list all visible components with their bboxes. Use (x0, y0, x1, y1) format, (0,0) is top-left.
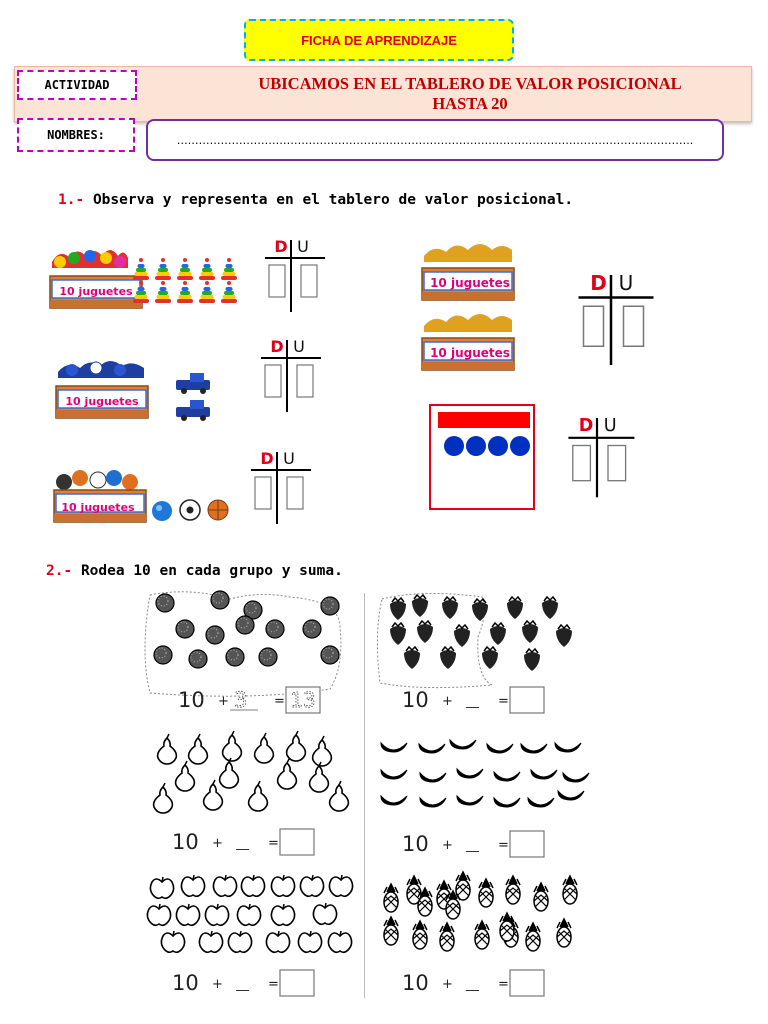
ring-toy-icon (177, 281, 193, 303)
pineapple-icon (479, 879, 493, 907)
section1-number: 1.- (58, 192, 85, 208)
unidades-answer-box[interactable] (287, 477, 303, 509)
place-value-table (261, 337, 321, 412)
section2-instruction (46, 563, 343, 579)
pear-icon (313, 736, 332, 766)
orange-icon (156, 594, 174, 612)
ten-number: 10 (178, 688, 205, 712)
toy-box-label: 10 juguetes (430, 276, 510, 290)
ring-toy-icon (155, 258, 171, 280)
decenas-label: D (590, 271, 607, 295)
pineapple-icon (557, 919, 571, 947)
apple-icon (176, 904, 199, 925)
equals-sign: = (268, 977, 279, 992)
banana-icon (381, 743, 407, 752)
banana-icon (494, 772, 520, 781)
addend-blank[interactable]: __ (236, 836, 249, 851)
pear-icon (189, 734, 208, 764)
worksheet-title: FICHA DE APRENDIZAJE (244, 19, 514, 61)
addend-blank[interactable]: __ (466, 977, 479, 992)
orange-icon (259, 648, 277, 666)
pear-icon (154, 783, 173, 813)
banana-icon (487, 744, 513, 753)
names-label: NOMBRES: (17, 118, 135, 152)
addition-equation (402, 831, 544, 857)
orange-icon (154, 646, 172, 664)
ring-toy-icon (177, 258, 193, 280)
plus-sign: + (442, 838, 453, 853)
unidades-answer-box[interactable] (297, 365, 313, 397)
strawberry-icon (490, 623, 506, 645)
ten-bar (438, 412, 530, 428)
apple-icon (271, 875, 294, 896)
strawberry-icon (412, 595, 428, 617)
orange-icon (321, 646, 339, 664)
unidades-label: U (603, 416, 617, 437)
result-box[interactable] (510, 831, 544, 857)
place-value-table (579, 271, 654, 365)
orange-icon (189, 650, 207, 668)
decenas-label: D (578, 416, 594, 437)
pineapple-icon (475, 921, 489, 949)
unidades-label: U (293, 337, 305, 356)
ten-number: 10 (402, 971, 429, 995)
pear-icon (278, 759, 297, 789)
ring-toy-icon (199, 281, 215, 303)
ball-toys-units (152, 500, 228, 521)
pear-icon (255, 733, 274, 763)
orange-icon (303, 620, 321, 638)
plus-sign: + (212, 836, 223, 851)
banana-icon (555, 743, 581, 752)
decenas-answer-box[interactable] (584, 306, 604, 346)
toy-box-food-1 (422, 244, 514, 300)
pineapple-icon (418, 888, 432, 916)
unit-dot (488, 436, 508, 456)
ten-bar-frame (430, 405, 534, 509)
strawberry-icon (390, 598, 406, 620)
equals-sign: = (498, 838, 509, 853)
pear-icon (204, 780, 223, 810)
unidades-answer-box[interactable] (624, 306, 644, 346)
banana-icon (450, 740, 476, 749)
result-box[interactable] (280, 829, 314, 855)
strawberry-icon (524, 649, 540, 671)
banana-icon (381, 770, 407, 779)
apple-icon (205, 904, 228, 925)
banana-icon (531, 770, 557, 779)
pineapple-icon (500, 913, 514, 941)
pear-icon (249, 781, 268, 811)
pear-icon (176, 761, 195, 791)
strawberry-icon (417, 621, 433, 643)
banana-icon (419, 744, 445, 753)
addend-blank[interactable]: __ (466, 694, 479, 709)
orange-icon (226, 648, 244, 666)
car-toys-units (176, 373, 210, 421)
apple-icon (313, 903, 336, 924)
apple-icon (298, 931, 321, 952)
banana-icon (558, 791, 584, 800)
pineapple-icon (534, 883, 548, 911)
pineapple-icon (413, 921, 427, 949)
pear-icon (158, 734, 177, 764)
ring-toy-icon (221, 281, 237, 303)
pineapple-icon (446, 891, 460, 919)
banana-icon (420, 773, 446, 782)
circled-ten-orange (145, 592, 341, 696)
apple-icon (241, 875, 264, 896)
decenas-answer-box[interactable] (573, 446, 591, 481)
strawberry-icon (472, 599, 488, 621)
names-field[interactable]: ….……………………………………………………………………………………………………………………….. (146, 119, 724, 161)
decenas-answer-box[interactable] (255, 477, 271, 509)
section1-text: Observa y representa en el tablero de valor posicional. (92, 192, 574, 208)
apple-icon (150, 877, 173, 898)
strawberry-icon (522, 621, 538, 643)
banana-icon (528, 798, 554, 807)
pineapple-icon (526, 923, 540, 951)
equals-sign: = (268, 836, 279, 851)
pineapple-icon (506, 876, 520, 904)
section2-number: 2.- (46, 563, 73, 579)
unit-dot (444, 436, 464, 456)
addition-equation (402, 970, 544, 996)
ring-toys-units (133, 258, 237, 303)
activity-label: ACTIVIDAD (17, 70, 137, 100)
unit-dot (510, 436, 530, 456)
banana-icon (457, 796, 483, 805)
pear-icon (330, 781, 349, 811)
ring-toy-icon (221, 258, 237, 280)
unit-dot (466, 436, 486, 456)
addend-blank[interactable]: __ (236, 977, 249, 992)
banana-icon (381, 796, 407, 805)
apple-icon (161, 931, 184, 952)
toy-box-balls (54, 470, 146, 522)
strawberry-icon (440, 647, 456, 669)
apple-icon (228, 931, 251, 952)
ten-number: 10 (402, 688, 429, 712)
pear-icon (223, 731, 242, 761)
strawberry-icon (442, 597, 458, 619)
unidades-label: U (618, 271, 634, 295)
place-value-table (568, 416, 634, 497)
decenas-answer-box[interactable] (269, 265, 285, 297)
pineapple-icon (440, 923, 454, 951)
result-box[interactable] (510, 970, 544, 996)
place-value-table (251, 449, 311, 524)
banana-icon (457, 769, 483, 778)
equals-sign: = (498, 977, 509, 992)
strawberry-icon (556, 625, 572, 647)
unidades-label: U (283, 449, 295, 468)
strawberry-icon (542, 597, 558, 619)
ten-number: 10 (172, 971, 199, 995)
toy-box-label: 10 juguetes (61, 501, 135, 514)
strawberry-icon (404, 647, 420, 669)
plus-sign: + (442, 694, 453, 709)
pear-icon (287, 731, 306, 761)
addition-equation (178, 687, 320, 713)
unidades-label: U (297, 237, 309, 256)
ring-toy-icon (155, 281, 171, 303)
pear-icon (310, 762, 329, 792)
strawberry-icon (390, 623, 406, 645)
apple-icon (329, 875, 352, 896)
orange-icon (266, 620, 284, 638)
addend-blank[interactable]: __ (466, 838, 479, 853)
banana-icon (563, 773, 589, 782)
pear-icon (220, 758, 239, 788)
toy-box-label: 10 juguetes (59, 285, 133, 298)
unidades-answer-box[interactable] (301, 265, 317, 297)
orange-icon (321, 597, 339, 615)
section2-text: Rodea 10 en cada grupo y suma. (80, 563, 343, 579)
apple-icon (199, 931, 222, 952)
apple-icon (147, 904, 170, 925)
result-box[interactable] (280, 970, 314, 996)
decenas-label: D (260, 449, 274, 468)
apple-icon (181, 875, 204, 896)
toy-box-rings (50, 250, 142, 308)
banana-icon (420, 798, 446, 807)
strawberry-icon (482, 647, 498, 669)
plus-sign: + (218, 694, 229, 709)
decenas-label: D (274, 237, 288, 256)
orange-icon (236, 616, 254, 634)
orange-icon (206, 626, 224, 644)
apple-icon (300, 875, 323, 896)
section2-exercises (0, 585, 768, 1024)
pineapple-icon (384, 884, 398, 912)
ring-toy-icon (133, 258, 149, 280)
apple-icon (237, 904, 260, 925)
decenas-answer-box[interactable] (265, 365, 281, 397)
toy-box-cars (56, 361, 148, 418)
plus-sign: + (212, 977, 223, 992)
plus-sign: + (442, 977, 453, 992)
apple-icon (328, 931, 351, 952)
activity-title-line2: HASTA 20 (432, 94, 508, 113)
decenas-label: D (270, 337, 284, 356)
banana-icon (494, 798, 520, 807)
activity-title-line1: UBICAMOS EN EL TABLERO DE VALOR POSICIONAL (258, 74, 682, 93)
toy-box-label: 10 juguetes (65, 395, 139, 408)
orange-icon (176, 620, 194, 638)
equals-sign: = (274, 694, 285, 709)
unidades-answer-box[interactable] (608, 446, 626, 481)
pineapple-icon (563, 876, 577, 904)
orange-icon (211, 591, 229, 609)
place-value-table (265, 237, 325, 312)
ten-number: 10 (172, 830, 199, 854)
apple-icon (266, 931, 289, 952)
result-box[interactable] (510, 687, 544, 713)
addition-equation (172, 829, 314, 855)
apple-icon (271, 904, 294, 925)
toy-box-food-2 (422, 314, 514, 370)
ring-toy-icon (199, 258, 215, 280)
toy-box-label: 10 juguetes (430, 346, 510, 360)
pineapple-icon (384, 917, 398, 945)
strawberry-icon (454, 625, 470, 647)
example-result: 13 (290, 688, 316, 712)
addition-equation (402, 687, 544, 713)
ten-number: 10 (402, 832, 429, 856)
equals-sign: = (498, 694, 509, 709)
example-addend: 3 (234, 688, 248, 712)
strawberry-icon (507, 597, 523, 619)
apple-icon (213, 875, 236, 896)
addition-equation (172, 970, 314, 996)
banana-icon (521, 744, 547, 753)
